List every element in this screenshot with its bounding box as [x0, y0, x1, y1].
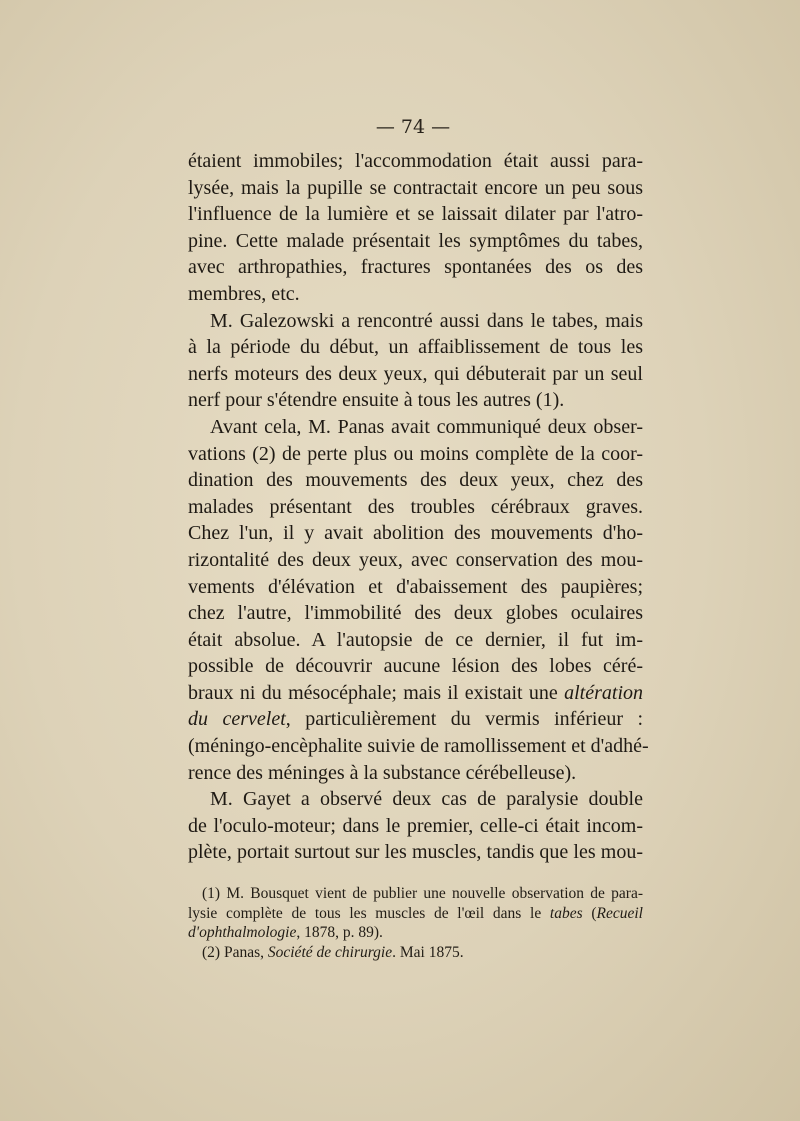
- text-run: étaient immobiles; l'accommodation était aussi para-: [188, 150, 643, 172]
- text-line: [188, 547, 643, 574]
- text-run: rence des méninges à la substance cérébelleuse).: [188, 761, 577, 784]
- text-line: [188, 308, 643, 335]
- text-run: nerf pour s'étendre ensuite à tous les autres (1).: [188, 389, 565, 412]
- text-run: possible de découvrir aucune lésion des lobes céré-: [188, 655, 643, 678]
- footnote-line: [188, 904, 643, 924]
- italic-run: tabes: [549, 904, 583, 922]
- text-run: avec arthropathies, fractures spontanées des os des: [188, 256, 643, 279]
- text-run: M. Gayet a observé deux cas de paralysie double: [210, 788, 643, 811]
- text-line: [188, 627, 643, 654]
- footnote-line: [188, 884, 643, 904]
- text-line: [188, 653, 643, 680]
- text-line: [188, 228, 643, 255]
- footnote-line: [188, 923, 643, 943]
- text-line: [188, 494, 643, 521]
- italic-run: altération: [564, 681, 643, 704]
- text-run: était absolue. A l'autopsie de ce dernier, il fut im-: [188, 628, 643, 651]
- text-run: braux ni du mésocéphale; mais il existait une: [188, 681, 565, 704]
- text-run: de l'oculo-moteur; dans le premier, celle-ci était incom-: [188, 814, 643, 837]
- italic-run: Recueil: [596, 904, 643, 922]
- text-run: Chez l'un, il y avait abolition des mouvements d'ho-: [188, 522, 643, 545]
- italic-run: Société de chirurgie: [267, 943, 393, 961]
- text-run: pine. Cette malade présentait les symptômes du tabes,: [188, 229, 643, 252]
- text-line: [188, 175, 643, 202]
- text-line: [188, 813, 643, 840]
- text-line: [188, 281, 643, 308]
- text-line: [188, 760, 643, 787]
- text-run: (1) M. Bousquet vient de publier une nouvelle observation de para-: [202, 885, 643, 902]
- text-run: l'influence de la lumière et se laissait dilater par l'atro-: [188, 203, 643, 226]
- text-line: [188, 467, 643, 494]
- italic-run: d'ophthalmologie: [188, 924, 297, 942]
- text-run: vations (2) de perte plus ou moins complète de la coor-: [188, 442, 643, 465]
- text-line: [188, 414, 643, 441]
- text-line: [188, 520, 643, 547]
- text-line: [188, 334, 643, 361]
- text-run: M. Galezowski a rencontré aussi dans le tabes, mais: [210, 309, 643, 332]
- text-line: [188, 254, 643, 281]
- page-number: — 74 —: [375, 116, 451, 138]
- footnotes: [188, 884, 643, 962]
- text-run: nerfs moteurs des deux yeux, qui débuterait par un seul: [188, 362, 643, 385]
- text-line: [188, 680, 643, 707]
- footnote-line: [188, 943, 643, 963]
- text-run: . Mai 1875.: [392, 943, 464, 961]
- text-run: vements d'élévation et d'abaissement des paupières;: [188, 575, 643, 598]
- text-run: dination des mouvements des deux yeux, chez des: [188, 469, 643, 492]
- text-line: [188, 706, 643, 733]
- text-line: [188, 387, 643, 414]
- text-line: [188, 786, 643, 813]
- text-run: (2) Panas,: [202, 943, 268, 961]
- text-run: , 1878, p. 89).: [296, 924, 383, 942]
- text-line: [188, 148, 643, 175]
- text-line: [188, 733, 649, 760]
- text-line: [188, 441, 643, 468]
- text-line: [188, 600, 643, 627]
- text-line: [188, 361, 643, 388]
- text-line: [188, 574, 643, 601]
- text-run: plète, portait surtout sur les muscles, tandis que les mou-: [188, 841, 643, 864]
- text-run: lysée, mais la pupille se contractait encore un peu sous: [188, 176, 643, 199]
- text-run: lysie complète de tous les muscles de l'œil dans le: [188, 904, 550, 922]
- text-run: malades présentant des troubles cérébraux graves.: [188, 495, 643, 518]
- text-run: membres, etc.: [188, 282, 300, 305]
- text-run: rizontalité des deux yeux, avec conservation des mou-: [188, 548, 643, 571]
- text-run: (: [582, 904, 597, 922]
- text-run: (méningo-encèphalite suivie de ramollissement et d'adhé-: [188, 735, 649, 758]
- text-run: à la période du début, un affaiblissement de tous les: [188, 336, 643, 359]
- text-line: [188, 201, 643, 228]
- italic-run: du cervelet: [188, 708, 286, 731]
- text-run: Avant cela, M. Panas avait communiqué deux obser-: [210, 415, 643, 438]
- text-line: [188, 839, 643, 866]
- text-run: , particulièrement du vermis inférieur :: [285, 708, 644, 731]
- text-run: chez l'autre, l'immobilité des deux globes oculaires: [188, 602, 643, 625]
- body-text: [188, 148, 649, 866]
